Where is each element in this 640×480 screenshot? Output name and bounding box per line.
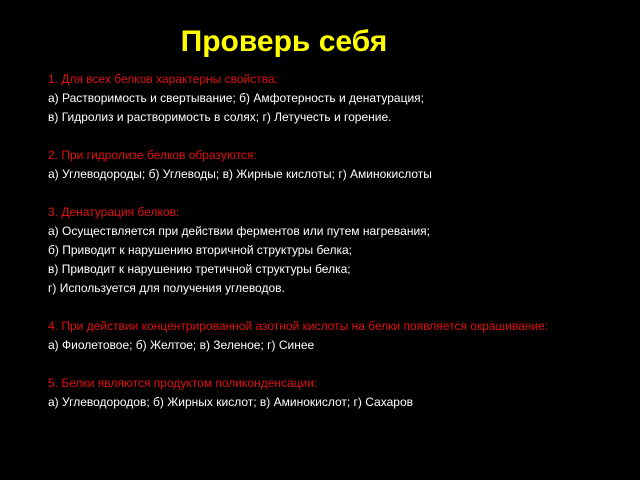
answer-line: а) Фиолетовое; б) Желтое; в) Зеленое; г) Синее (48, 338, 315, 352)
answer-line: а) Растворимость и свертывание; б) Амфотерность и денатурация; (48, 91, 424, 105)
question-3: 3. Денатурация белков: (48, 205, 180, 219)
question-block-3 (48, 203, 608, 298)
question-1: 1. Для всех белков характерны свойства: (48, 72, 278, 86)
question-5: 5. Белки являются продуктом поликонденсации: (48, 376, 318, 390)
answer-line: в) Приводит к нарушению третичной структуры белка; (48, 262, 351, 276)
question-block-1 (48, 70, 608, 127)
quiz-content (48, 70, 608, 412)
answer-line: а) Осуществляется при действии ферментов или путем нагревания; (48, 224, 430, 238)
answer-line: в) Гидролиз и растворимость в солях; г) Летучесть и горение. (48, 110, 392, 124)
answer-line: а) Углеводородов; б) Жирных кислот; в) Аминокислот; г) Сахаров (48, 395, 413, 409)
question-block-5 (48, 374, 608, 412)
question-4: 4. При действии концентрированной азотной кислоты на белки появляется окрашивание: (48, 319, 549, 333)
question-2: 2. При гидролизе белков образуются: (48, 148, 257, 162)
answer-line: г) Используется для получения углеводов. (48, 281, 285, 295)
question-block-2 (48, 146, 608, 184)
answer-line: а) Углеводороды; б) Углеводы; в) Жирные кислоты; г) Аминокислоты (48, 167, 432, 181)
answer-line: б) Приводит к нарушению вторичной структуры белка; (48, 243, 352, 257)
slide-title: Проверь себя (180, 25, 388, 58)
question-block-4 (48, 317, 608, 355)
